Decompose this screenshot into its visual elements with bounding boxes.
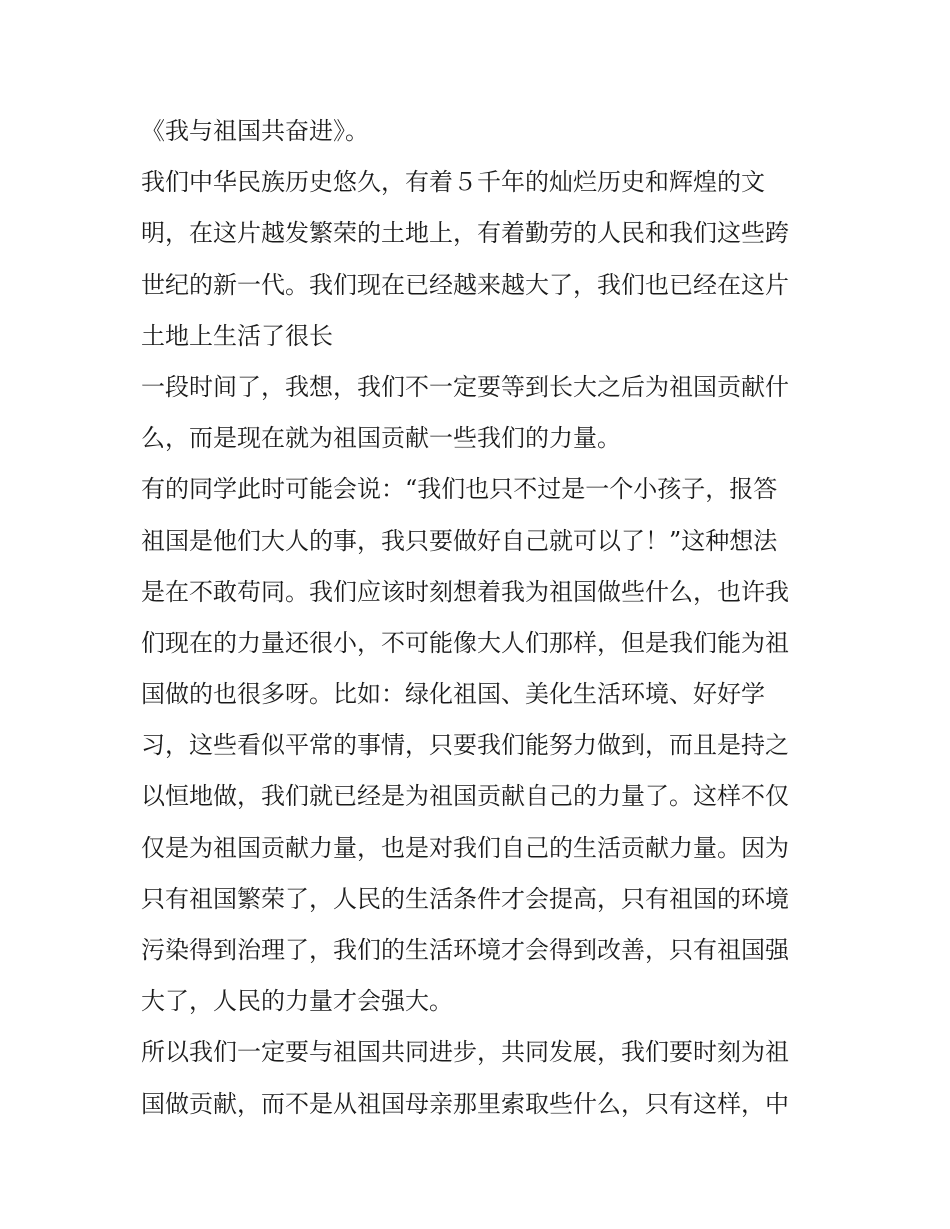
- text-line: 一段时间了，我想，我们不一定要等到长大之后为祖国贡献什: [141, 372, 789, 401]
- text-line: 我们中华民族历史悠久，有着５千年的灿烂历史和辉煌的文: [141, 168, 765, 197]
- essay-title: 《我与祖国共奋进》。: [141, 117, 369, 145]
- text-line: 大了，人民的力量才会强大。: [141, 987, 453, 1016]
- text-line: 们现在的力量还很小，不可能像大人们那样，但是我们能为祖: [141, 628, 789, 657]
- text-line: 是在不敢苟同。我们应该时刻想着我为祖国做些什么，也许我: [141, 577, 789, 606]
- text-line: 国做的也很多呀。比如：绿化祖国、美化生活环境、好好学: [141, 680, 765, 709]
- text-line: 世纪的新一代。我们现在已经越来越大了，我们也已经在这片: [141, 270, 789, 299]
- essay-body: [141, 106, 821, 1130]
- text-line: 有的同学此时可能会说：“我们也只不过是一个小孩子，报答: [141, 475, 778, 504]
- text-line: 祖国是他们大人的事，我只要做好自己就可以了！”这种想法: [141, 526, 778, 555]
- text-line: 仅是为祖国贡献力量，也是对我们自己的生活贡献力量。因为: [141, 833, 789, 862]
- text-line: 污染得到治理了，我们的生活环境才会得到改善，只有祖国强: [141, 936, 789, 964]
- text-line: 习，这些看似平常的事情，只要我们能努力做到，而且是持之: [141, 731, 789, 760]
- text-line: 明，在这片越发繁荣的土地上，有着勤劳的人民和我们这些跨: [141, 219, 789, 248]
- text-line: 土地上生活了很长: [141, 321, 333, 350]
- text-line: 以恒地做，我们就已经是为祖国贡献自己的力量了。这样不仅: [141, 782, 789, 811]
- text-line: 只有祖国繁荣了，人民的生活条件才会提高，只有祖国的环境: [141, 884, 789, 913]
- text-line: 所以我们一定要与祖国共同进步，共同发展，我们要时刻为祖: [141, 1038, 789, 1067]
- text-line: 国做贡献，而不是从祖国母亲那里索取些什么，只有这样，中: [141, 1089, 789, 1118]
- text-line: 么，而是现在就为祖国贡献一些我们的力量。: [141, 424, 621, 453]
